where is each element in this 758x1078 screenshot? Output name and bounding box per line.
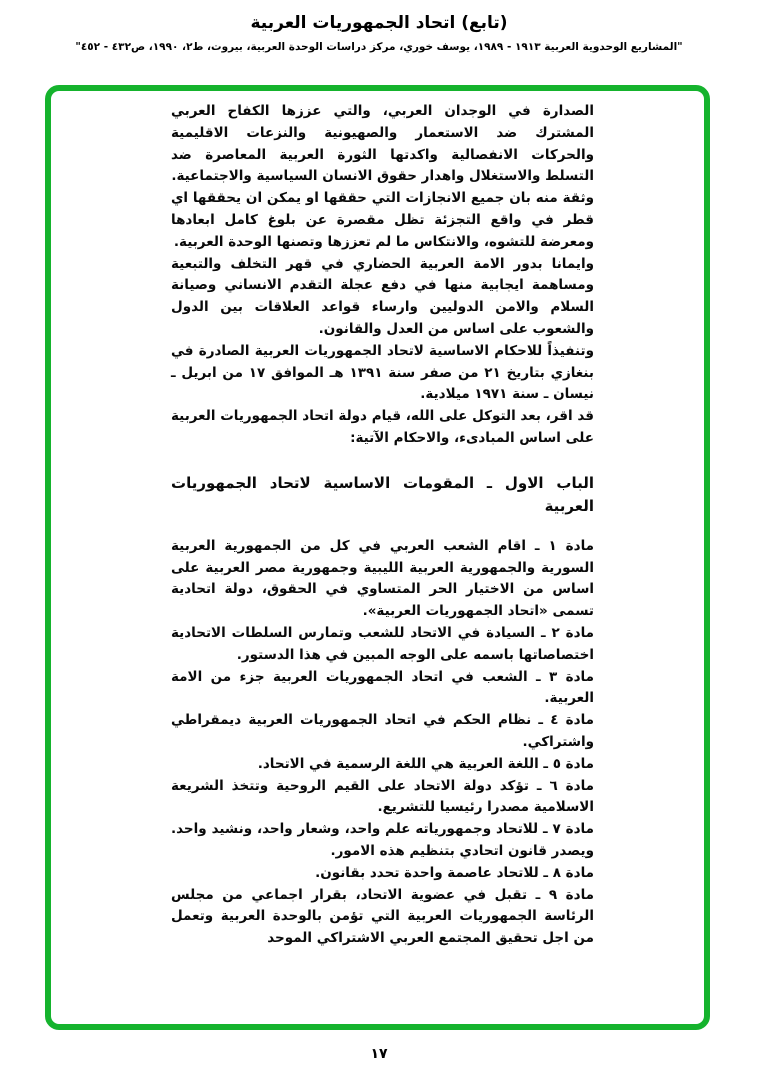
paragraph-preamble-3: وايمانا بدور الامة العربية الحضاري في قهر التخلف والتبعية ومساهمة ايجابية منها في دفع عجلة التقدم الانساني وصيانة السلام والامن الدوليين وارساء قواعد العلاقات بين الدول والشعوب على اساس من العدل والقانون.	[171, 255, 594, 337]
page-header	[0, 0, 758, 53]
article-8: مادة ٨ ـ للاتحاد عاصمة واحدة تحدد بقانون.	[315, 864, 594, 881]
article-3: مادة ٣ ـ الشعب في اتحاد الجمهوريات العربية جزء من الامة العربية.	[171, 668, 594, 707]
paragraph-preamble-5: قد اقر، بعد التوكل على الله، قيام دولة اتحاد الجمهوريات العربية على اساس المبادىء، والاحكام الآتية:	[171, 408, 594, 446]
document-border-box	[45, 85, 710, 1030]
page-title: (تابع) اتحاد الجمهوريات العربية	[250, 13, 508, 33]
paragraph-preamble-4: وتنفيذاً للاحكام الاساسية لاتحاد الجمهوريات العربية الصادرة في بنغازي بتاريخ ٢١ من صفر سنة ١٣٩١ هـ الموافق ١٧ من ابريل ـ نيسان ـ سنة ١٩٧١ ميلادية.	[171, 342, 594, 403]
paragraph-preamble-2: وثقة منه بان جميع الانجازات التي حققها او يمكن ان يحققها اي قطر في واقع التجزئة تظل مقصرة عن بلوغ كامل ابعادها ومعرضة للتشوه، والانتكاس ما لم تعززها وتصنها الوحدة العربية.	[171, 190, 594, 250]
article-6: مادة ٦ ـ تؤكد دولة الاتحاد على القيم الروحية وتتخذ الشريعة الاسلامية مصدرا رئيسيا للتشريع.	[171, 777, 594, 816]
article-1: مادة ١ ـ اقام الشعب العربي في كل من الجمهورية العربية السورية والجمهورية العربية الليبية وجمهورية مصر العربية على اساس من الاختيار الحر المتساوي في الحقوق، دولة اتحادية تسمى «اتحاد الجمهوريات العربية».	[171, 537, 594, 620]
article-4: مادة ٤ ـ نظام الحكم في اتحاد الجمهوريات العربية ديمقراطي واشتراكي.	[171, 712, 595, 750]
article-2: مادة ٢ ـ السيادة في الاتحاد للشعب وتمارس السلطات الاتحادية اختصاصاتها باسمه على الوجه المبين في هذا الدستور.	[171, 624, 594, 663]
section-heading-chapter-1: الباب الاول ـ المقومات الاساسية لاتحاد الجمهوريات العربية	[171, 473, 594, 515]
article-5: مادة ٥ ـ اللغة العربية هي اللغة الرسمية في الاتحاد.	[257, 755, 594, 772]
source-citation: "المشاريع الوحدوية العربية ١٩١٣ - ١٩٨٩، يوسف خوري، مركز دراسات الوحدة العربية، بيروت، ط٢، ١٩٩٠، ص٤٣٢ - ٤٥٢"	[75, 41, 683, 53]
document-body	[51, 91, 704, 950]
article-9: مادة ٩ ـ تقبل في عضوية الاتحاد، بقرار اجماعي من مجلس الرئاسة الجمهوريات العربية التي تؤمن بالوحدة العربية وتعمل من اجل تحقيق المجتمع العربي الاشتراكي الموحد	[171, 886, 595, 947]
article-7: مادة ٧ ـ للاتحاد وجمهورياته علم واحد، وشعار واحد، ونشيد واحد. ويصدر قانون اتحادي بتنظيم هذه الامور.	[171, 821, 594, 859]
paragraph-preamble-1: الصدارة في الوجدان العربي، والتي عززها الكفاح العربي المشترك ضد الاستعمار والصهيونية والنزعات الاقليمية والحركات الانفصالية واكدتها الثورة العربية المعاصرة ضد التسلط والاستغلال واهدار حقوق الانسان السياسية والاجتماعية.	[171, 103, 594, 185]
page-number: ١٧	[370, 1046, 388, 1062]
